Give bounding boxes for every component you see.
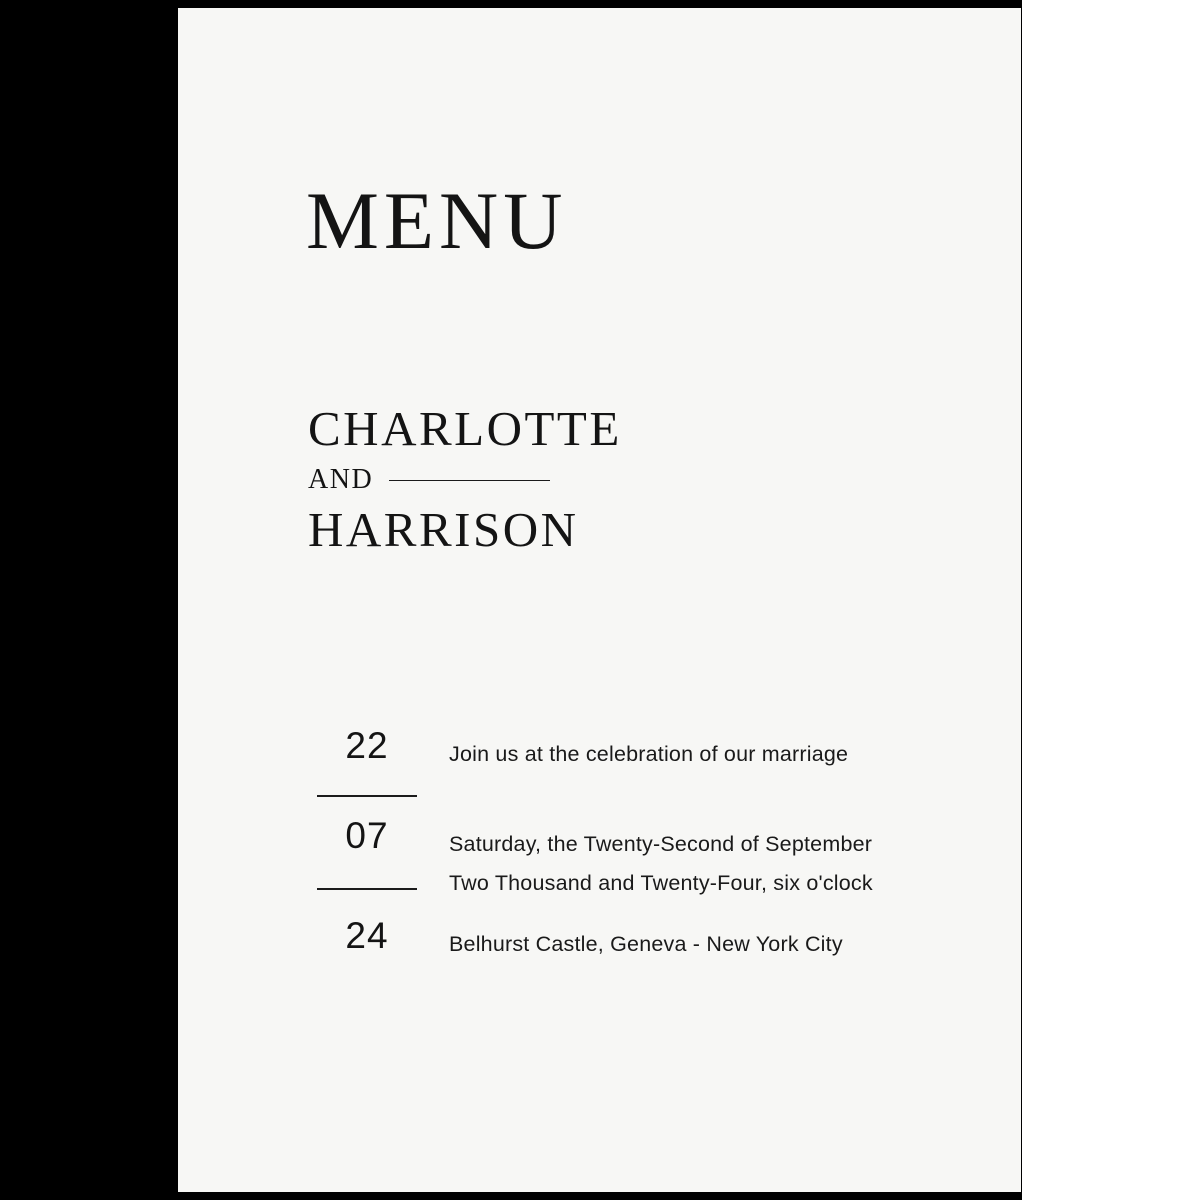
detail-line: Join us at the celebration of our marriage [449,742,849,766]
date-year-cell [308,916,426,957]
date-divider [317,888,417,890]
event-details [308,726,1008,1006]
menu-card [178,8,1021,1192]
page-title: MENU [306,175,568,266]
detail-text-cell [426,916,843,964]
detail-row [308,726,1008,816]
date-year-value: 24 [345,915,389,956]
menu-card-content [240,8,959,1192]
detail-row [308,816,1008,916]
date-divider [317,795,417,797]
couple-names [308,401,948,557]
detail-text-cell [426,726,848,774]
detail-line: Two Thousand and Twenty-Four, six o'clock [449,870,873,895]
name-second: HARRISON [308,502,579,557]
conjunction-row [308,464,550,496]
name-first: CHARLOTTE [308,401,622,456]
detail-line: Saturday, the Twenty-Second of September [449,832,873,856]
date-month-cell [308,816,426,890]
date-day-value: 22 [345,725,389,766]
right-white-band [1022,0,1200,1200]
detail-line: Belhurst Castle, Geneva - New York City [449,932,843,956]
date-month-value: 07 [345,815,389,856]
horizontal-rule-divider [389,480,550,481]
conjunction-label: AND [308,464,374,495]
detail-text-cell [426,816,873,902]
date-day-cell [308,726,426,797]
detail-row [308,916,1008,1006]
